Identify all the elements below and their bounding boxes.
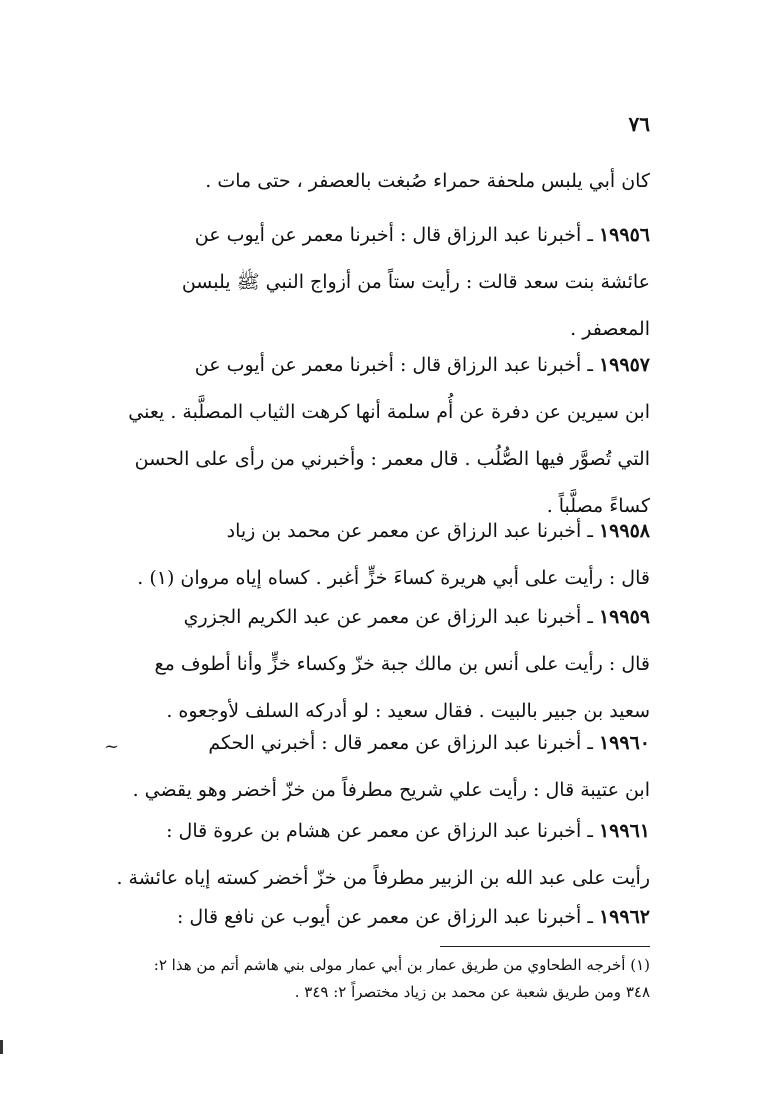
hadith-19960 xyxy=(110,720,650,814)
text-line xyxy=(110,594,650,641)
hadith-number: ١٩٩٦٠ xyxy=(598,732,650,754)
page-number: ٧٦ xyxy=(628,112,650,136)
text-line xyxy=(110,342,650,389)
text-line xyxy=(110,508,650,555)
hadith-number: ١٩٩٦٢ xyxy=(598,906,650,928)
text-line xyxy=(110,720,650,767)
text-line: سعيد بن جبير بالبيت . فقال سعيد : لو أدركه السلف لأوجعوه . xyxy=(166,700,650,722)
hadith-19962 xyxy=(110,894,650,941)
footnote-line: ٣٤٨ ومن طريق شعبة عن محمد بن زياد مختصراً ٢: ٣٤٩ . xyxy=(294,983,650,1001)
text-line: قال : رأيت على أنس بن مالك جبة خزّ وكساء خزٍّ وأنا أطوف مع xyxy=(154,653,650,675)
text-line: كساءً مصلَّباً . xyxy=(546,495,650,517)
hadith-number: ١٩٩٥٦ xyxy=(598,224,650,246)
text-line: المعصفر . xyxy=(570,318,650,340)
scan-edge-mark xyxy=(0,1040,3,1054)
hadith-19957 xyxy=(110,342,650,530)
text-segment: ـ أخبرنا عبد الرزاق قال : أخبرنا معمر عن أيوب عن xyxy=(194,224,593,246)
hadith-number: ١٩٩٦١ xyxy=(598,820,650,842)
text-line: رأيت على عبد الله بن الزبير مطرفاً من خزّ أخضر كسته إياه عائشة . xyxy=(116,867,650,889)
text-line xyxy=(110,894,650,941)
text-line: ابن سيرين عن دفرة عن أُم سلمة أنها كرهت الثياب المصلَّبة . يعني xyxy=(128,401,650,423)
text-line: قال : رأيت على أبي هريرة كساءَ خزٍّ أغبر . كساه إياه مروان (١) . xyxy=(137,567,650,589)
text-segment: ـ أخبرنا عبد الرزاق عن معمر عن هشام بن عروة قال : xyxy=(166,820,593,842)
text-segment: ـ أخبرنا عبد الرزاق قال : أخبرنا معمر عن أيوب عن xyxy=(194,354,593,376)
footnote-line: (١) أخرجه الطحاوي من طريق عمار بن أبي عمار مولى بني هاشم أتم من هذا ٢: xyxy=(153,956,650,974)
hadith-number: ١٩٩٥٩ xyxy=(598,606,650,628)
text-line: التي تُصوَّر فيها الصُّلُب . قال معمر : وأخبرني من رأى على الحسن xyxy=(134,448,650,470)
text-segment: ـ أخبرنا عبد الرزاق عن معمر عن أيوب عن نافع قال : xyxy=(176,906,593,928)
hadith-19961 xyxy=(110,808,650,902)
text-line xyxy=(110,212,650,259)
hadith-number: ١٩٩٥٨ xyxy=(598,520,650,542)
margin-annotation: ~ xyxy=(104,736,120,757)
text-segment: ـ أخبرنا عبد الرزاق عن معمر عن عبد الكريم الجزري xyxy=(183,606,593,628)
text-line: كان أبي يلبس ملحفة حمراء صُبغت بالعصفر ، حتى مات . xyxy=(205,170,650,192)
text-line: ابن عتيبة قال : رأيت علي شريح مطرفاً من خزّ أخضر وهو يقضي . xyxy=(132,779,650,801)
text-segment: ـ أخبرنا عبد الرزاق عن معمر قال : أخبرني الحكم xyxy=(208,732,593,754)
hadith-19959 xyxy=(110,594,650,735)
hadith-19958 xyxy=(110,508,650,602)
hadith-19956 xyxy=(110,212,650,353)
hadith-number: ١٩٩٥٧ xyxy=(598,354,650,376)
text-line xyxy=(110,808,650,855)
text-segment: ـ أخبرنا عبد الرزاق عن معمر عن محمد بن زياد xyxy=(226,520,593,542)
footnote-divider xyxy=(440,946,650,947)
text-line: عائشة بنت سعد قالت : رأيت ستاً من أزواج النبي ﷺ يلبسن xyxy=(181,271,650,293)
footnotes xyxy=(110,952,650,1006)
intro-paragraph xyxy=(110,158,650,205)
